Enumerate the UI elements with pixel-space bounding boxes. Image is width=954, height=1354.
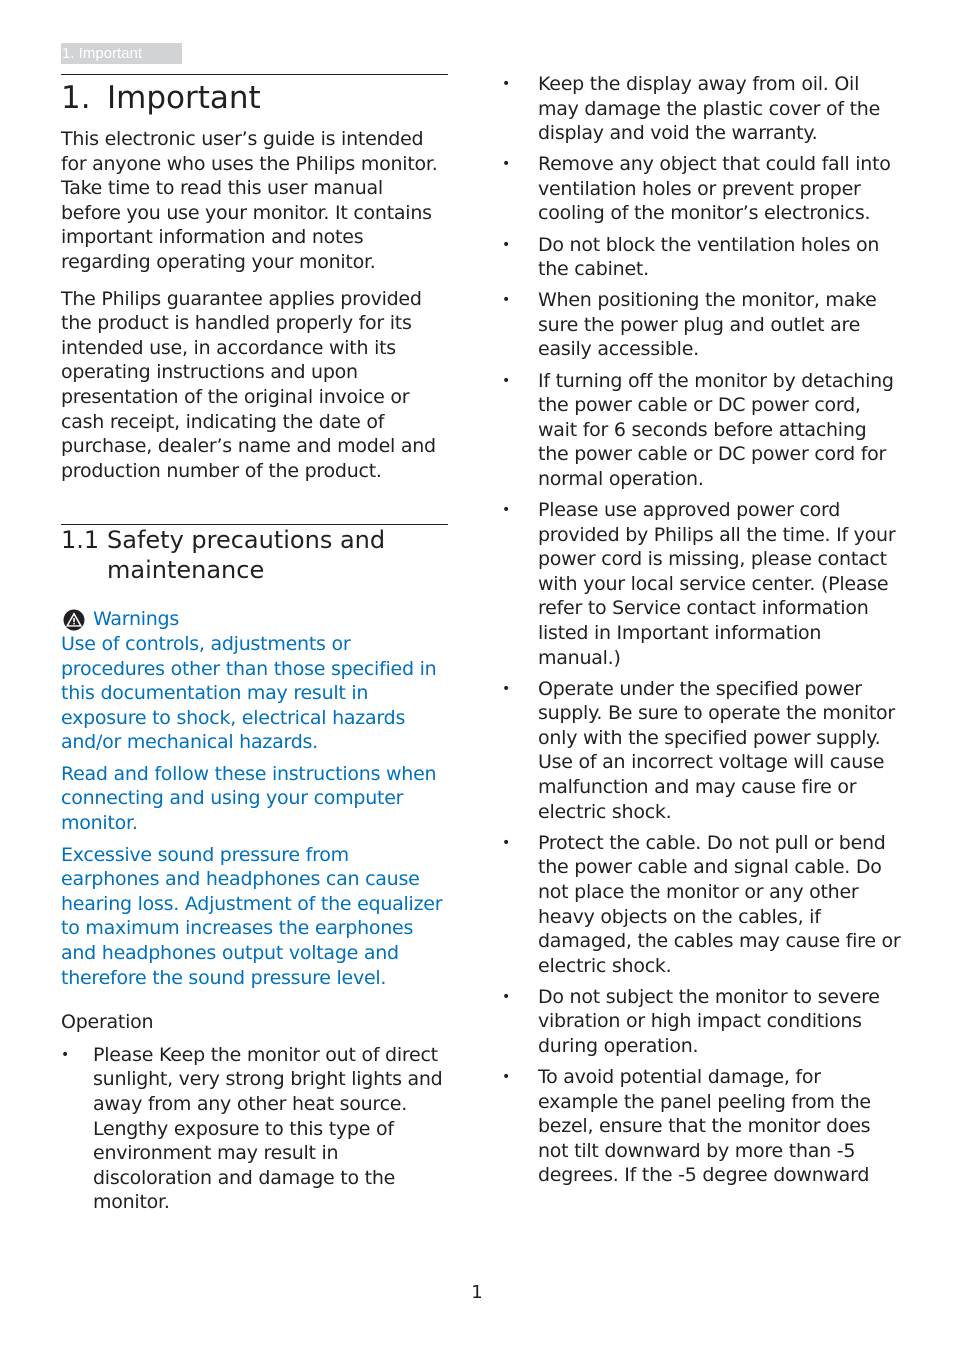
section-title: Safety precautions and maintenance — [107, 526, 386, 585]
intro-text — [61, 127, 448, 483]
list-item — [502, 72, 902, 146]
operation-list-right — [502, 72, 902, 1188]
list-item — [502, 831, 902, 979]
list-item — [502, 369, 902, 492]
list-item — [502, 233, 902, 282]
running-header-tab: 1. Important — [61, 43, 182, 64]
chapter-heading — [61, 77, 448, 119]
intro-paragraph: This electronic user’s guide is intended for anyone who uses the Philips monitor. Take time to read this user manual before you use your monitor. It contains important information and notes regarding operating your monitor. — [61, 128, 438, 273]
warning-paragraph: Excessive sound pressure from earphones and headphones can cause hearing loss. Adjustment of the equalizer to maximum increases the earphones and headphones output voltage and therefore the sound pressure level. — [61, 843, 443, 989]
list-item — [502, 288, 902, 362]
bullet: • — [502, 502, 511, 518]
warnings-heading — [61, 607, 448, 632]
list-item-text: Please Keep the monitor out of direct sunlight, very strong bright lights and away from any other heat source. Lengthy exposure to this type of environment may result in discoloration and damage to the monitor. — [93, 1043, 443, 1214]
intro-paragraph: The Philips guarantee applies provided the product is handled properly for its intended use, in accordance with its operating instructions and upon presentation of the original invoice or cash receipt, indicating the date of purchase, dealer’s name and model and production number of the product. — [61, 287, 436, 482]
operation-heading: Operation — [61, 1011, 154, 1034]
list-item — [502, 1065, 902, 1188]
list-item — [502, 152, 902, 226]
bullet: • — [502, 834, 511, 851]
bullet: • — [502, 156, 511, 173]
list-item-text: Protect the cable. Do not pull or bend the power cable and signal cable. Do not place the monitor or any other heavy objects on the cables, if damaged, the cables may cause fire or electric shock. — [538, 831, 901, 977]
warning-triangle-icon — [61, 609, 87, 631]
warning-paragraph: Read and follow these instructions when connecting and using your computer monitor. — [61, 762, 437, 835]
section-heading — [61, 525, 448, 585]
list-item — [61, 1043, 448, 1215]
bullet: • — [61, 1046, 70, 1063]
warnings-label: Warnings — [93, 608, 180, 631]
bullet: • — [502, 372, 511, 389]
bullet: • — [502, 680, 511, 697]
section-number: 1.1 — [61, 526, 100, 555]
warning-paragraph: Use of controls, adjustments or procedures other than those specified in this documentation may result in exposure to shock, electrical hazards and/or mechanical hazards. — [61, 632, 437, 754]
chapter-rule — [61, 74, 448, 75]
warnings-text — [61, 632, 448, 990]
list-item — [502, 677, 902, 825]
list-item-text: To avoid potential damage, for example the panel peeling from the bezel, ensure that the monitor does not tilt downward by more than -5 degrees. If the -5 degree downward — [538, 1066, 871, 1187]
chapter-number: 1. — [61, 80, 91, 116]
bullet: • — [502, 292, 511, 309]
list-item-text: Remove any object that could fall into ventilation holes or prevent proper cooling of the monitor’s electronics. — [538, 153, 891, 225]
left-column — [61, 74, 448, 1215]
list-item — [502, 498, 902, 670]
list-item-text: Do not block the ventilation holes on the cabinet. — [538, 233, 880, 281]
list-item-text: Do not subject the monitor to severe vibration or high impact conditions during operation. — [538, 985, 880, 1057]
list-item-text: Operate under the specified power supply. Be sure to operate the monitor only with the specified power supply. Use of an incorrect voltage will cause malfunction and may cause fire or electric shock. — [538, 677, 895, 823]
chapter-title: Important — [107, 80, 261, 116]
bullet: • — [502, 76, 511, 92]
bullet: • — [502, 236, 511, 253]
bullet: • — [502, 1069, 511, 1086]
list-item-text: Keep the display away from oil. Oil may damage the plastic cover of the display and void the warranty. — [538, 73, 881, 145]
page-number: 1 — [471, 1282, 483, 1303]
list-item-text: If turning off the monitor by detaching the power cable or DC power cord, wait for 6 seconds before attaching the power cable or DC power cord for normal operation. — [538, 369, 894, 490]
operation-list-left — [61, 1043, 448, 1215]
list-item-text: When positioning the monitor, make sure the power plug and outlet are easily accessible. — [538, 289, 877, 361]
bullet: • — [502, 988, 511, 1005]
list-item-text: Please use approved power cord provided by Philips all the time. If your power cord is missing, please contact with your local service center. (Please refer to Service contact information listed in Important information manual.) — [538, 499, 896, 669]
list-item — [502, 985, 902, 1059]
right-column — [502, 72, 902, 1188]
